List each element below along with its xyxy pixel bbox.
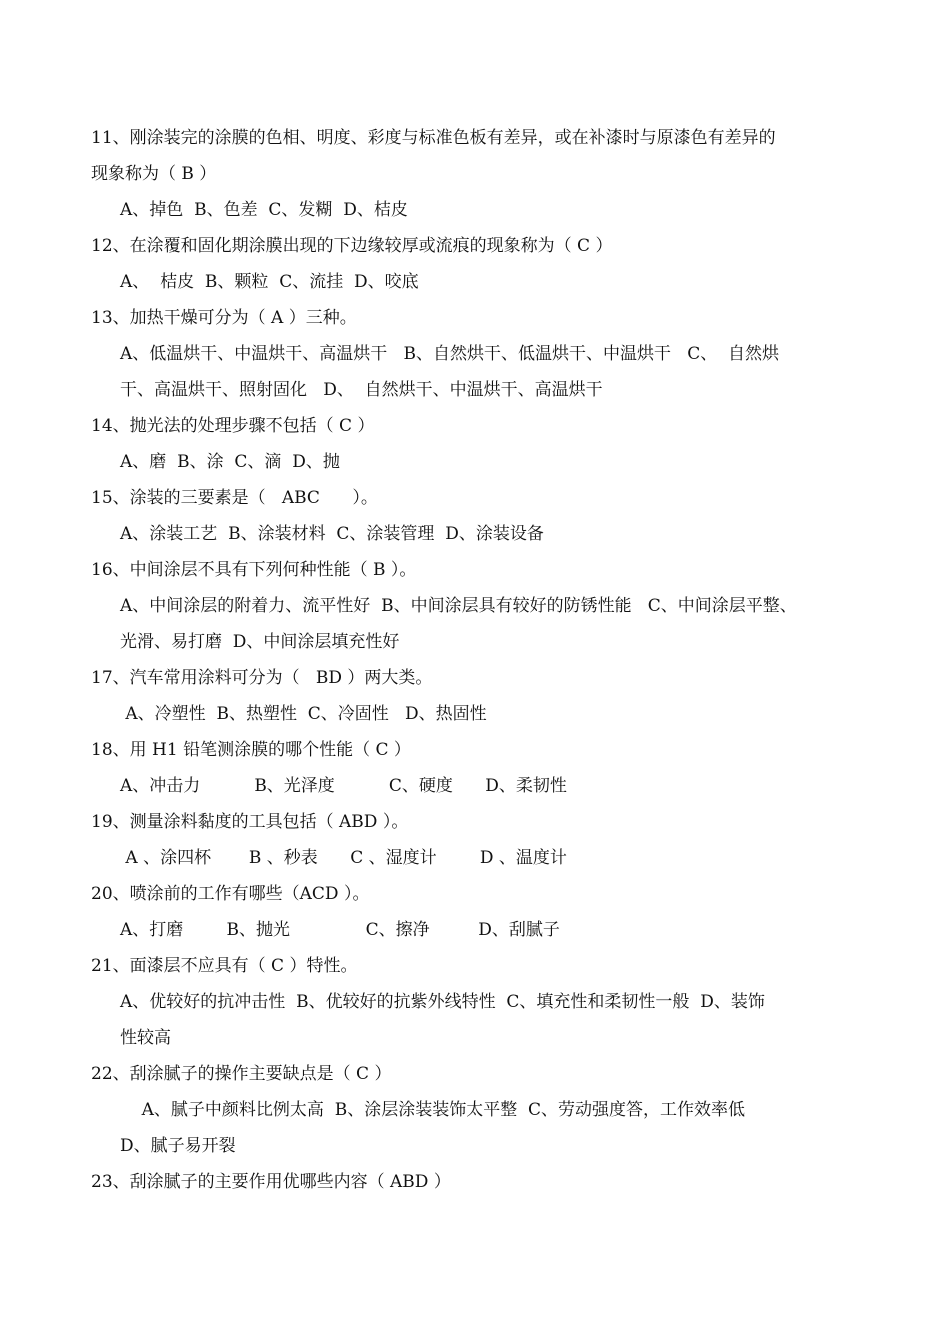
question-19-stem: 19、测量涂料黏度的工具包括（ ABD ）。 [91, 812, 409, 832]
question-22-options-line-1: A、腻子中颜料比例太高 B、涂层涂装装饰太平整 C、劳动强度答，工作效率低 [120, 1100, 746, 1120]
question-14-options: A、磨 B、涂 C、滴 D、抛 [120, 452, 340, 472]
question-11-options: A、掉色 B、色差 C、发糊 D、桔皮 [120, 200, 408, 220]
question-16-options-line-1: A、中间涂层的附着力、流平性好 B、中间涂层具有较好的防锈性能 C、中间涂层平整、 [120, 596, 797, 616]
question-20-stem: 20、喷涂前的工作有哪些（ACD ）。 [91, 884, 370, 904]
question-18-options: A、冲击力 B、光泽度 C、硬度 D、柔韧性 [120, 776, 567, 796]
question-23-stem: 23、刮涂腻子的主要作用优哪些内容（ ABD ） [91, 1172, 451, 1192]
question-11-stem-line-2: 现象称为（ B ） [91, 164, 217, 184]
question-15-stem: 15、涂装的三要素是（ ABC ）。 [91, 488, 378, 508]
question-12-stem: 12、在涂覆和固化期涂膜出现的下边缘较厚或流痕的现象称为（ C ） [91, 236, 613, 256]
question-12-options: A、 桔皮 B、颗粒 C、流挂 D、咬底 [120, 272, 419, 292]
question-17-options: A、冷塑性 B、热塑性 C、冷固性 D、热固性 [120, 704, 487, 724]
question-19-options: A 、涂四杯 B 、秒表 C 、湿度计 D 、温度计 [120, 848, 567, 868]
question-16-stem: 16、中间涂层不具有下列何种性能（ B ）。 [91, 560, 417, 580]
question-18-stem: 18、用 H1 铅笔测涂膜的哪个性能（ C ） [91, 740, 411, 760]
question-21-options-line-1: A、优较好的抗冲击性 B、优较好的抗紫外线特性 C、填充性和柔韧性一般 D、装饰 [120, 992, 765, 1012]
question-14-stem: 14、抛光法的处理步骤不包括（ C ） [91, 416, 375, 436]
question-22-stem: 22、刮涂腻子的操作主要缺点是（ C ） [91, 1064, 392, 1084]
question-21-stem: 21、面漆层不应具有（ C ）特性。 [91, 956, 358, 976]
question-17-stem: 17、汽车常用涂料可分为（ BD ）两大类。 [91, 668, 433, 688]
question-15-options: A、涂装工艺 B、涂装材料 C、涂装管理 D、涂装设备 [120, 524, 544, 544]
question-21-options-line-2: 性较高 [120, 1028, 171, 1048]
question-13-options-line-1: A、低温烘干、中温烘干、高温烘干 B、自然烘干、低温烘干、中温烘干 C、 自然烘 [120, 344, 780, 364]
question-20-options: A、打磨 B、抛光 C、擦净 D、刮腻子 [120, 920, 560, 940]
question-16-options-line-2: 光滑、易打磨 D、中间涂层填充性好 [120, 632, 400, 652]
question-22-options-line-2: D、腻子易开裂 [120, 1136, 236, 1156]
question-11-stem-line-1: 11、刚涂装完的涂膜的色相、明度、彩度与标准色板有差异，或在补漆时与原漆色有差异的 [91, 128, 776, 148]
question-13-options-line-2: 干、高温烘干、照射固化 D、 自然烘干、中温烘干、高温烘干 [120, 380, 603, 400]
question-13-stem: 13、加热干燥可分为（ A ）三种。 [91, 308, 357, 328]
